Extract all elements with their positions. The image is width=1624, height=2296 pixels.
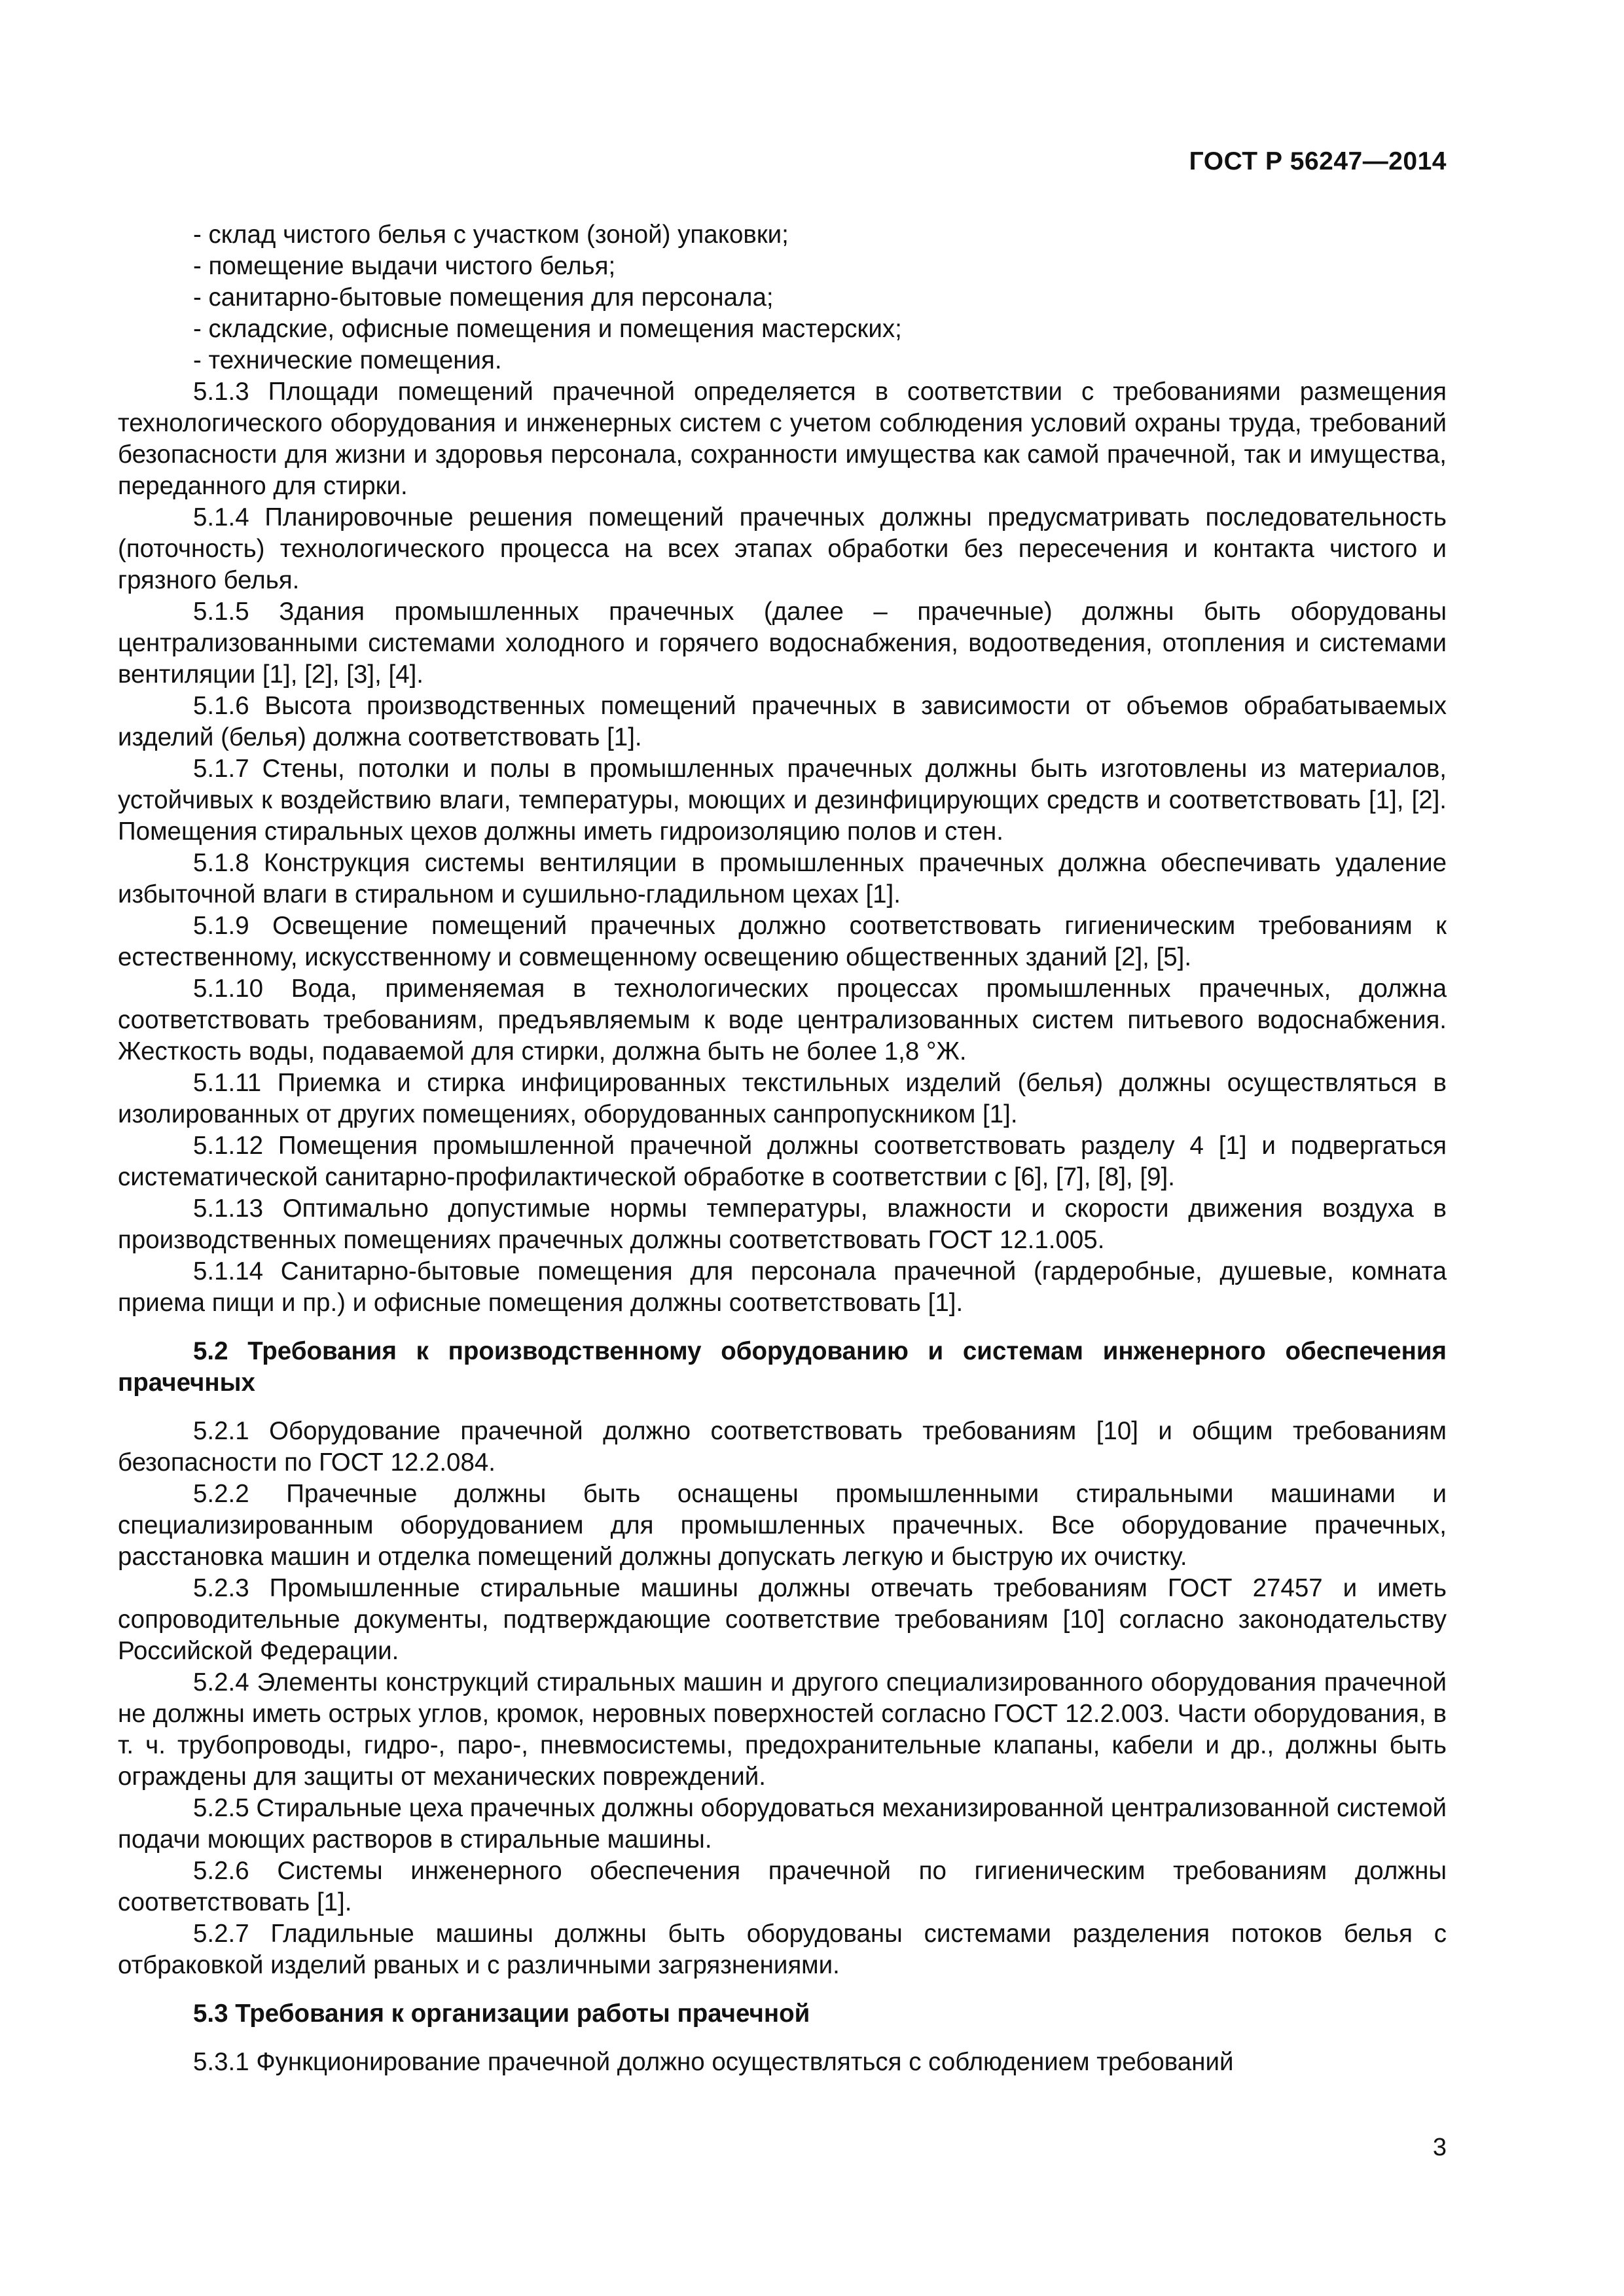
section-5-3-heading: 5.3 Требования к организации работы прачечной	[193, 2000, 810, 2028]
clause-5-1-7: 5.1.7 Стены, потолки и полы в промышленных прачечных должны быть изготовлены из материалов, устойчивых к воздействию влаги, температуры, моющих и дезинфицирующих средств и соответствовать [1], [2]. Помещения стиральных цехов должны иметь гидроизоляцию полов и стен.	[118, 755, 1447, 846]
clause-5-2-6: 5.2.6 Системы инженерного обеспечения прачечной по гигиеническим требованиям должны соответствовать [1].	[118, 1857, 1447, 1916]
list-item: - технические помещения.	[193, 346, 502, 374]
clause-5-2-5: 5.2.5 Стиральные цеха прачечных должны оборудоваться механизированной централизованной системой подачи моющих растворов в стиральные машины.	[118, 1794, 1447, 1854]
clause-5-1-12: 5.1.12 Помещения промышленной прачечной должны соответствовать разделу 4 [1] и подвергаться систематической санитарно-профилактической обработке в соответствии с [6], [7], [8], [9].	[118, 1132, 1447, 1191]
section-5-2-heading: 5.2 Требования к производственному оборудованию и системам инженерного обеспечения прачечных	[118, 1337, 1447, 1397]
clause-5-1-10: 5.1.10 Вода, применяемая в технологических процессах промышленных прачечных, должна соответствовать требованиям, предъявляемым к воде централизованных систем питьевого водоснабжения. Жесткость воды, подаваемой для стирки, должна быть не более 1,8 °Ж.	[118, 975, 1447, 1066]
page-number: 3	[1432, 2134, 1447, 2161]
clause-5-1-11: 5.1.11 Приемка и стирка инфицированных текстильных изделий (белья) должны осуществляться в изолированных от других помещениях, оборудованных санпропускником [1].	[118, 1069, 1447, 1128]
list-item: - помещение выдачи чистого белья;	[193, 252, 616, 280]
clause-5-2-3: 5.2.3 Промышленные стиральные машины должны отвечать требованиям ГОСТ 27457 и иметь сопроводительные документы, подтверждающие соответствие требованиям [10] согласно законодательству Российской Федерации.	[118, 1574, 1447, 1665]
clause-5-1-3: 5.1.3 Площади помещений прачечной определяется в соответствии с требованиями размещения технологического оборудования и инженерных систем с учетом соблюдения условий охраны труда, требований безопасности для жизни и здоровья персонала, сохранности имущества как самой прачечной, так и имущества, переданного для стирки.	[118, 378, 1447, 500]
clause-5-2-4: 5.2.4 Элементы конструкций стиральных машин и другого специализированного оборудования прачечной не должны иметь острых углов, кромок, неровных поверхностей согласно ГОСТ 12.2.003. Части оборудования, в т. ч. трубопроводы, гидро-, паро-, пневмосистемы, предохранительные клапаны, кабели и др., должны быть ограждены для защиты от механических повреждений.	[118, 1668, 1447, 1791]
clause-5-1-9: 5.1.9 Освещение помещений прачечных должно соответствовать гигиеническим требованиям к естественному, искусственному и совмещенному освещению общественных зданий [2], [5].	[118, 912, 1447, 971]
standard-designation: ГОСТ Р 56247—2014	[1189, 147, 1447, 175]
document-page	[118, 0, 1447, 2296]
clause-5-3-1: 5.3.1 Функционирование прачечной должно осуществляться с соблюдением требований	[193, 2048, 1234, 2076]
list-item: - санитарно-бытовые помещения для персонала;	[193, 283, 774, 312]
clause-5-1-5: 5.1.5 Здания промышленных прачечных (далее – прачечные) должны быть оборудованы централизованными системами холодного и горячего водоснабжения, водоотведения, отопления и системами вентиляции [1], [2], [3], [4].	[118, 598, 1447, 689]
clause-5-1-13: 5.1.13 Оптимально допустимые нормы температуры, влажности и скорости движения воздуха в производственных помещениях прачечных должны соответствовать ГОСТ 12.1.005.	[118, 1194, 1447, 1254]
clause-5-2-2: 5.2.2 Прачечные должны быть оснащены промышленными стиральными машинами и специализированным оборудованием для промышленных прачечных. Все оборудование прачечных, расстановка машин и отделка помещений должны допускать легкую и быструю их очистку.	[118, 1480, 1447, 1571]
clause-5-1-4: 5.1.4 Планировочные решения помещений прачечных должны предусматривать последовательность (поточность) технологического процесса на всех этапах обработки без пересечения и контакта чистого и грязного белья.	[118, 503, 1447, 594]
clause-5-1-14: 5.1.14 Санитарно-бытовые помещения для персонала прачечной (гардеробные, душевые, комната приема пищи и пр.) и офисные помещения должны соответствовать [1].	[118, 1257, 1447, 1317]
document-body	[118, 219, 1447, 2078]
clause-5-1-6: 5.1.6 Высота производственных помещений прачечных в зависимости от объемов обрабатываемых изделий (белья) должна соответствовать [1].	[118, 692, 1447, 751]
list-item: - склад чистого белья с участком (зоной) упаковки;	[193, 221, 789, 249]
list-item: - складские, офисные помещения и помещения мастерских;	[193, 315, 902, 343]
clause-5-2-7: 5.2.7 Гладильные машины должны быть оборудованы системами разделения потоков белья с отбраковкой изделий рваных и с различными загрязнениями.	[118, 1920, 1447, 1979]
clause-5-2-1: 5.2.1 Оборудование прачечной должно соответствовать требованиям [10] и общим требованиям безопасности по ГОСТ 12.2.084.	[118, 1417, 1447, 1477]
clause-5-1-8: 5.1.8 Конструкция системы вентиляции в промышленных прачечных должна обеспечивать удаление избыточной влаги в стиральном и сушильно-гладильном цехах [1].	[118, 849, 1447, 908]
